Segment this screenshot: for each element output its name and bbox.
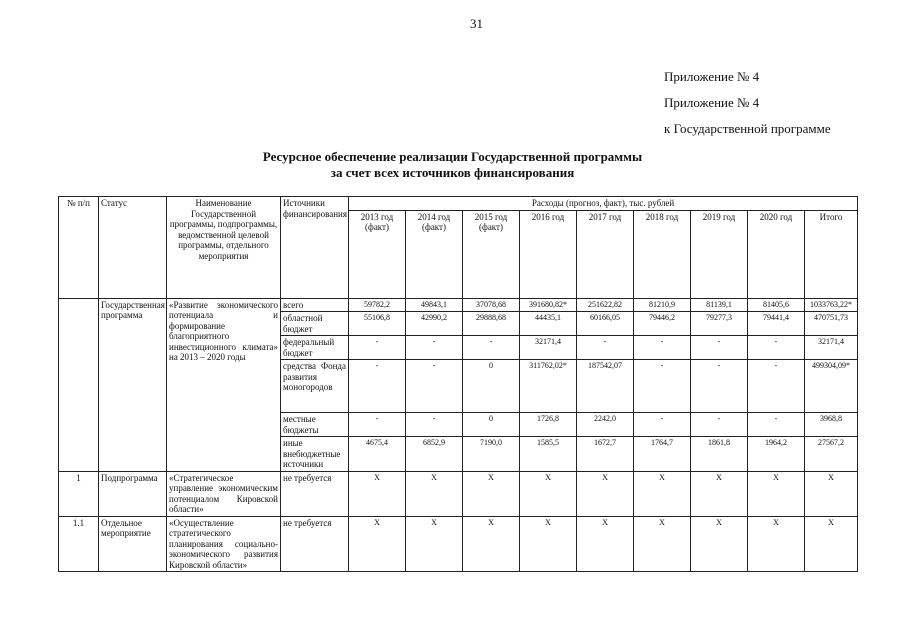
program-num bbox=[59, 298, 99, 471]
header-year: 2015 год (факт) bbox=[463, 210, 520, 298]
value-cell: - bbox=[349, 360, 406, 413]
value-cell: 32171,4 bbox=[520, 336, 577, 360]
value-cell: X bbox=[748, 516, 805, 572]
value-cell: X bbox=[577, 516, 634, 572]
value-cell: 311762,02* bbox=[520, 360, 577, 413]
value-cell: 1672,7 bbox=[577, 437, 634, 472]
header-status: Статус bbox=[99, 197, 167, 299]
source-cell: не требуется bbox=[281, 471, 349, 516]
measure-name: «Осуществление стратегического планирования социально-экономического развития Кировской области» bbox=[167, 516, 281, 572]
value-cell: 1964,2 bbox=[748, 437, 805, 472]
value-cell: X bbox=[691, 516, 748, 572]
program-status: Государственная программа bbox=[99, 298, 167, 471]
value-cell: X bbox=[349, 471, 406, 516]
value-cell: - bbox=[406, 360, 463, 413]
value-cell: 81210,9 bbox=[634, 298, 691, 312]
value-cell: 42990,2 bbox=[406, 312, 463, 336]
value-cell: X bbox=[634, 516, 691, 572]
page-number: 31 bbox=[470, 16, 483, 31]
value-cell: 81139,1 bbox=[691, 298, 748, 312]
value-cell: X bbox=[577, 471, 634, 516]
source-cell: областной бюджет bbox=[281, 312, 349, 336]
value-cell: - bbox=[349, 336, 406, 360]
value-cell: 1585,5 bbox=[520, 437, 577, 472]
value-cell: 187542,07 bbox=[577, 360, 634, 413]
subprogram-status: Подпрограмма bbox=[99, 471, 167, 516]
subprogram-name: «Стратегическое управление экономическим потенциалом Кировской области» bbox=[167, 471, 281, 516]
header-year: 2020 год bbox=[748, 210, 805, 298]
value-cell: 251622,82 bbox=[577, 298, 634, 312]
value-cell: X bbox=[691, 471, 748, 516]
value-cell: 44435,1 bbox=[520, 312, 577, 336]
header-source: Источники финансирования bbox=[281, 197, 349, 299]
source-cell: всего bbox=[281, 298, 349, 312]
total-cell: 3968,8 bbox=[805, 413, 858, 437]
value-cell: 79441,4 bbox=[748, 312, 805, 336]
value-cell: - bbox=[634, 413, 691, 437]
measure-status: Отдельное мероприятие bbox=[99, 516, 167, 572]
source-cell: федеральный бюджет bbox=[281, 336, 349, 360]
value-cell: - bbox=[349, 413, 406, 437]
program-name: «Развитие экономического потенциала и формирование благоприятного инвестиционного климата» на 2013 – 2020 годы bbox=[167, 298, 281, 471]
total-cell: 32171,4 bbox=[805, 336, 858, 360]
header-year: 2019 год bbox=[691, 210, 748, 298]
value-cell: - bbox=[577, 336, 634, 360]
measure-num: 1.1 bbox=[59, 516, 99, 572]
value-cell: 81405,6 bbox=[748, 298, 805, 312]
value-cell: 1861,8 bbox=[691, 437, 748, 472]
value-cell: X bbox=[406, 516, 463, 572]
value-cell: - bbox=[691, 413, 748, 437]
value-cell: - bbox=[691, 336, 748, 360]
value-cell: X bbox=[406, 471, 463, 516]
subprogram-num: 1 bbox=[59, 471, 99, 516]
value-cell: 37078,68 bbox=[463, 298, 520, 312]
value-cell: 6852,9 bbox=[406, 437, 463, 472]
value-cell: - bbox=[748, 360, 805, 413]
value-cell: 1764,7 bbox=[634, 437, 691, 472]
value-cell: 79277,3 bbox=[691, 312, 748, 336]
header-num: № п/п bbox=[59, 197, 99, 299]
value-cell: 7190,0 bbox=[463, 437, 520, 472]
value-cell: 0 bbox=[463, 360, 520, 413]
value-cell: - bbox=[634, 360, 691, 413]
value-cell: 1726,8 bbox=[520, 413, 577, 437]
title-line-2: за счет всех источников финансирования bbox=[330, 165, 575, 180]
value-cell: 2242,0 bbox=[577, 413, 634, 437]
source-cell: местные бюджеты bbox=[281, 413, 349, 437]
value-cell: X bbox=[463, 516, 520, 572]
value-cell: - bbox=[406, 413, 463, 437]
value-cell: - bbox=[748, 336, 805, 360]
value-cell: - bbox=[634, 336, 691, 360]
value-cell: 391680,82* bbox=[520, 298, 577, 312]
appendix-label-repeat: Приложение № 4 bbox=[664, 95, 760, 110]
header-year: 2018 год bbox=[634, 210, 691, 298]
value-cell: X bbox=[349, 516, 406, 572]
value-cell: - bbox=[406, 336, 463, 360]
value-cell: - bbox=[691, 360, 748, 413]
value-cell: - bbox=[748, 413, 805, 437]
value-cell: X bbox=[520, 516, 577, 572]
total-cell: X bbox=[805, 516, 858, 572]
value-cell: X bbox=[520, 471, 577, 516]
value-cell: X bbox=[463, 471, 520, 516]
total-cell: 470751,73 bbox=[805, 312, 858, 336]
source-cell: иные внебюджетные источники bbox=[281, 437, 349, 472]
header-year: 2013 год (факт) bbox=[349, 210, 406, 298]
total-cell: X bbox=[805, 471, 858, 516]
value-cell: 60166,05 bbox=[577, 312, 634, 336]
value-cell: 4675,4 bbox=[349, 437, 406, 472]
header-name: Наименование Государственной программы, подпрограммы, ведомственной целевой программы, отдельного мероприятия bbox=[167, 197, 281, 299]
value-cell: X bbox=[748, 471, 805, 516]
table-row-measure bbox=[59, 516, 858, 572]
table-row bbox=[59, 298, 858, 312]
value-cell: X bbox=[634, 471, 691, 516]
value-cell: 29888,68 bbox=[463, 312, 520, 336]
header-row bbox=[59, 197, 858, 211]
header-total: Итого bbox=[805, 210, 858, 298]
total-cell: 27567,2 bbox=[805, 437, 858, 472]
header-year: 2016 год bbox=[520, 210, 577, 298]
value-cell: 0 bbox=[463, 413, 520, 437]
header-expenses: Расходы (прогноз, факт), тыс. рублей bbox=[349, 197, 858, 211]
appendix-label: Приложение № 4 bbox=[664, 69, 760, 84]
resource-table bbox=[58, 196, 858, 572]
source-cell: не требуется bbox=[281, 516, 349, 572]
value-cell: - bbox=[463, 336, 520, 360]
value-cell: 49843,1 bbox=[406, 298, 463, 312]
source-cell: средства Фонда развития моногородов bbox=[281, 360, 349, 413]
appendix-reference: к Государственной программе bbox=[664, 121, 831, 136]
value-cell: 79446,2 bbox=[634, 312, 691, 336]
value-cell: 59782,2 bbox=[349, 298, 406, 312]
value-cell: 55106,8 bbox=[349, 312, 406, 336]
document-title bbox=[0, 149, 905, 181]
header-year: 2014 год (факт) bbox=[406, 210, 463, 298]
table-row-subprogram bbox=[59, 471, 858, 516]
total-cell: 499304,09* bbox=[805, 360, 858, 413]
title-line-1: Ресурсное обеспечение реализации Государственной программы bbox=[262, 149, 643, 164]
total-cell: 1033763,22* bbox=[805, 298, 858, 312]
header-year: 2017 год bbox=[577, 210, 634, 298]
